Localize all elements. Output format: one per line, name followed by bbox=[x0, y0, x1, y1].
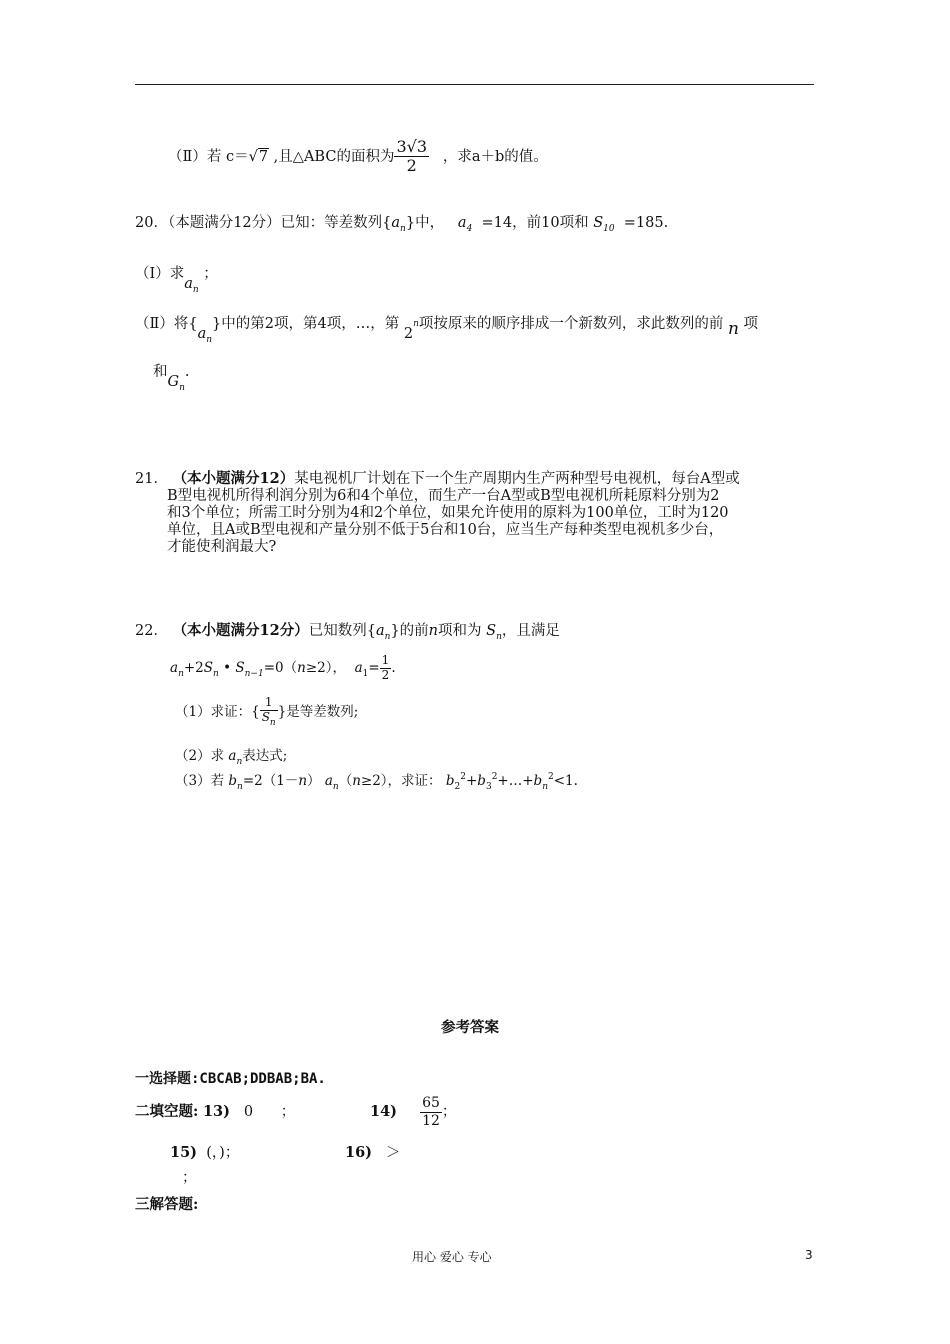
reciprocal-fraction: $\frac{1}{S_n}$ bbox=[261, 695, 276, 729]
half-fraction: $\frac{1}{2}$ bbox=[381, 653, 390, 682]
q21-line4: 单位，且A或B型电视和产量分别不低于5台和10台，应当生产每种类型电视机多少台， bbox=[167, 522, 724, 538]
q22-part3: （3）若 $b_n=2(1-n)$ $a_n(n\ge 2)$，求证： $b_2^2+b_3^2+\dots+b_n^2<1$. bbox=[175, 772, 578, 792]
sqrt-expression: √7 bbox=[248, 148, 269, 165]
answers-solve: 三解答题: bbox=[135, 1196, 199, 1213]
q22-part1: （1）求证：{ $\frac{1}{S_n}$ }是等差数列; bbox=[175, 695, 359, 729]
q22-part2: （2）求 $a_n$表达式; bbox=[175, 748, 288, 767]
footer-center: 用心 爱心 专心 bbox=[412, 1250, 492, 1264]
answers-q16: 16) ＞ bbox=[345, 1144, 401, 1161]
area-fraction: $\frac{3√3}{2}$ bbox=[396, 137, 428, 176]
answers-title: 参考答案 bbox=[441, 1019, 499, 1036]
q22-equation: $a_n+2S_n$ • $S_{n-1}=0(n\ge 2)$， $a_1=$ $\frac{1}{2}$ . bbox=[170, 653, 396, 682]
answers-choice: 一选择题:CBCAB;DDBAB;BA. bbox=[135, 1071, 326, 1087]
q21-line2: B型电视机所得利润分别为6和4个单位，而生产一台A型或B型电视机所耗原料分别为2 bbox=[167, 488, 720, 504]
q21-line3: 和3个单位；所需工时分别为4和2个单位，如果允许使用的原料为100单位，工时为120 bbox=[167, 505, 729, 521]
q19-part2: （Ⅱ）若 c＝√7 ,且△ABC的面积为 $\frac{3√3}{2}$ ，求a＋b的值。 bbox=[168, 137, 548, 176]
q20-intro: 20．（本题满分12分）已知：等差数列$\{a_n\}$中， $a_4 =14$，前10项和 $S_{10} =185$. bbox=[135, 215, 669, 234]
answers-q16-semicolon: ； bbox=[182, 1170, 197, 1186]
q22-intro: 22． （本小题满分12分）已知数列$\{a_n\}$的前n项和为 $S_n$，且满足 bbox=[135, 622, 560, 642]
answers-fill-row1: 二填空题: 13) 0 ； bbox=[135, 1103, 296, 1120]
q20-part1: （Ⅰ）求$a_n$ ； bbox=[135, 266, 218, 295]
answers-q14: 14) $\frac{65}{12}$ ； bbox=[370, 1095, 457, 1129]
q20-line3: 和$G_n$. bbox=[153, 364, 190, 393]
answers-q15: 15) (，)； bbox=[170, 1144, 240, 1161]
q21-paragraph bbox=[135, 470, 815, 556]
header-rule bbox=[135, 84, 814, 85]
page-number: 3 bbox=[805, 1248, 813, 1262]
q21-line5: 才能使利润最大? bbox=[167, 539, 277, 555]
q14-fraction: $\frac{65}{12}$ bbox=[422, 1095, 440, 1129]
q21-line1: 21． （本小题满分12）某电视机厂计划在下一个生产周期内生产两种型号电视机，每台A型或 bbox=[135, 470, 740, 487]
q20-part2: （Ⅱ）将$\{a_n\}$中的第2项，第4项，…，第 2$^n$项按原来的顺序排成一个新数列，求此数列的前 n 项 bbox=[135, 316, 759, 345]
